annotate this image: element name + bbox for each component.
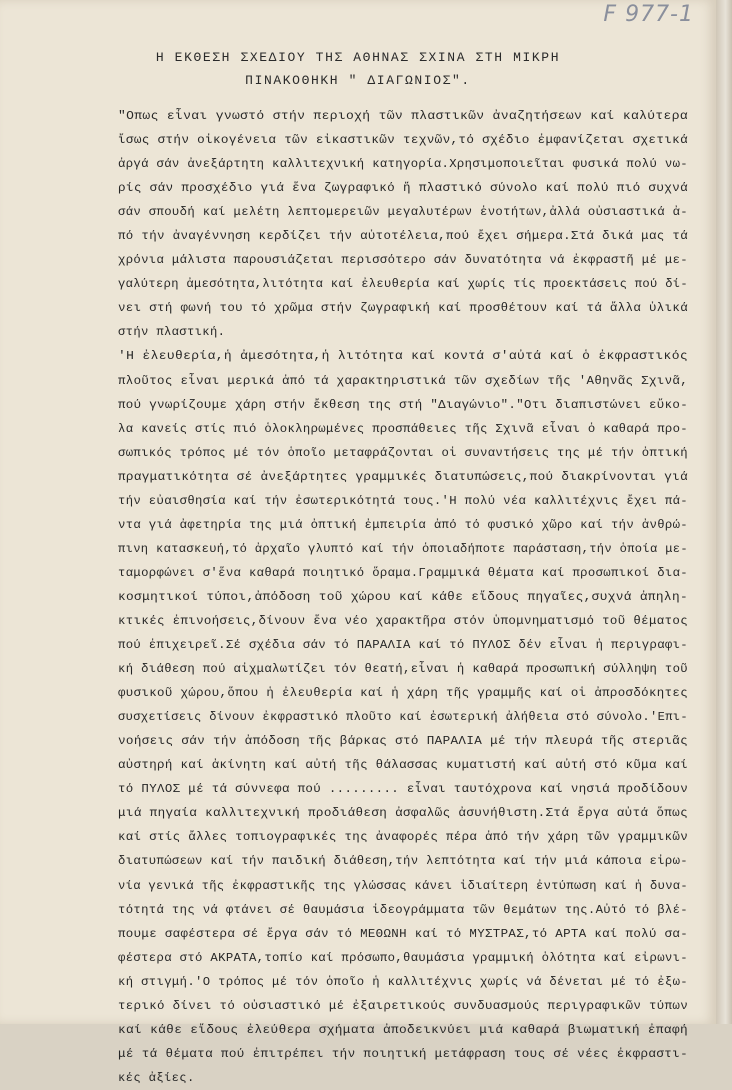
body-line (118, 777, 688, 801)
body-line-text: πινη κατασκευή,τό ἀρχαῖο γλυπτό καί τήν ὁποιαδήποτε παράσταση,τήν ὁποία με- (118, 541, 689, 556)
body-line (118, 609, 688, 633)
body-line (118, 417, 688, 441)
body-line (118, 561, 688, 585)
body-line-text: κή διάθεση πού αἰχμαλωτίζει τόν θεατή,εἶναι ἡ καθαρά προσωπική σύλληψη τοῦ (118, 662, 689, 677)
body-line (118, 825, 688, 849)
body-line (118, 970, 688, 994)
body-line-text: χρόνια μάλιστα παρουσιάζεται περισσότερο σάν δυνατότητα νά ἐκφραστῆ μέ με- (118, 253, 689, 268)
body-line-text: καί κάθε εἴδους ἐλεύθερα σχήματα ἀποδεικνύει μιά καθαρά βιωματική ἐπαφή (118, 1022, 689, 1037)
body-line (118, 922, 688, 946)
body-line-text: τερικό δίνει τό οὐσιαστικό μέ ἐξαιρετικούς συνδυασμούς περιγραφικῶν τύπων (118, 998, 689, 1013)
body-line-text: κτικές ἐπινοήσεις,δίνουν ἕνα νέο χαρακτῆρα στόν ὑπομνηματισμό τοῦ θέματος (118, 613, 689, 628)
body-line-text: φέστερα στό ΑΚΡΑΤΑ,τοπίο καί πρόσωπο,θαυμάσια γραμμική ὁλότητα καί εἰρωνι- (118, 950, 689, 965)
body-line (118, 441, 688, 465)
body-line (118, 657, 688, 681)
archive-mark: F 977-1 (603, 2, 694, 27)
body-line-text: κοσμητικοί τύποι,ἀπόδοση τοῦ χώρου καί κάθε εἴδους πηγαῖες,συχνά ἀπηλη- (118, 589, 689, 604)
body-line (118, 344, 688, 368)
body-line-text: στήν πλαστική. (118, 325, 226, 340)
body-line-text: σάν σπουδή καί μελέτη λεπτομερειῶν μεγαλυτέρων ἑνοτήτων,ἀλλά οὐσιαστικά ἀ- (118, 205, 689, 220)
body-line (118, 176, 688, 200)
body-line (118, 320, 688, 344)
body-line (118, 393, 688, 417)
body-text (118, 104, 688, 1090)
body-line (118, 296, 688, 320)
body-line-text: πουμε σαφέστερα σέ ἔργα σάν τό ΜΕΘΩΝΗ καί τό ΜΥΣΤΡΑΣ,τό ΑΡΤΑ καί πολύ σα- (118, 926, 689, 941)
title-line-1: Η ΕΚΘΕΣΗ ΣΧΕΔΙΟΥ ΤΗΣ ΑΘΗΝΑΣ ΣΧΙΝΑ ΣΤΗ ΜΙΚΡΗ (155, 50, 561, 65)
body-line (118, 994, 688, 1018)
body-line (118, 681, 688, 705)
body-line (118, 272, 688, 296)
page-edge (716, 0, 732, 1024)
title-line-2: ΠΙΝΑΚΟΘΗΚΗ " ΔΙΑΓΩΝΙΟΣ". (245, 73, 471, 88)
body-line-text: 'Η ἐλευθερία,ἡ ἀμεσότητα,ἡ λιτότητα καί κοντά σ'αὐτά καί ὁ ἐκφραστικός (118, 349, 688, 364)
body-line (118, 128, 688, 152)
body-line (118, 633, 688, 657)
body-line-text: κές ἀξίες. (118, 1070, 195, 1085)
body-line-text: πού γνωρίζουμε χάρη στήν ἔκθεση της στή "Διαγώνιο"."Οτι διαπιστώνει εὔκο- (118, 397, 689, 412)
body-line (118, 801, 688, 825)
body-line-text: γαλύτερη ἀμεσότητα,λιτότητα καί ἐλευθερία καί χωρίς τίς προεκτάσεις πού δί- (118, 277, 689, 292)
body-line-text: τότητά της νά φτάνει σέ θαυμάσια ἰδεογράμματα τῶν θεμάτων της.Αὐτό τό βλέ- (118, 902, 689, 917)
body-line-text: νία γενικά τῆς ἐκφραστικῆς της γλώσσας κάνει ἰδιαίτερη ἐντύπωση καί ἡ δυνα- (118, 878, 689, 893)
body-line (118, 874, 688, 898)
body-line (118, 200, 688, 224)
body-line (118, 1042, 688, 1066)
body-line-text: τήν εὐαισθησία καί τήν ἐσωτερικότητά τους.'Η πολύ νέα καλλιτέχνις ἔχει πά- (118, 493, 689, 508)
body-line-text: σωπικός τρόπος μέ τόν ὁποῖο μεταφράζονται οἱ συναντήσεις της μέ τήν ὀπτική (118, 445, 689, 460)
body-line (118, 1018, 688, 1042)
body-line-text: μέ τά θέματα πού ἐπιτρέπει τήν ποιητική μετάφραση τους σέ νέες ἐκφραστι- (118, 1046, 689, 1061)
body-line-text: μιά πηγαία καλλιτεχνική προδιάθεση ἀσφαλῶς ἀσυνήθιστη.Στά ἔργα αὐτά ὅπως (118, 806, 689, 821)
body-line-text: αὐστηρή καί ἀκίνητη καί αὐτή τῆς θάλασσας κυματιστή καί αὐτή στό κῦμα καί (118, 758, 689, 773)
body-line (118, 898, 688, 922)
body-line-text: "Οπως εἶναι γνωστό στήν περιοχή τῶν πλαστικῶν ἀναζητήσεων καί καλύτερα (118, 109, 688, 123)
body-line-text: πλοῦτος εἶναι μερικά ἀπό τά χαρακτηριστικά τῶν σχεδίων τῆς 'Αθηνᾶς Σχινᾶ, (118, 373, 689, 388)
body-line-text: ἴσως στήν οἰκογένεια τῶν εἰκαστικῶν τεχνῶν,τό σχέδιο ἐμφανίζεται σχετικά (118, 133, 689, 148)
body-line (118, 513, 688, 537)
body-line-text: ρίς σάν προσχέδιο γιά ἕνα ζωγραφικό ἤ πλαστικό σύνολο καί πολύ πιό συχνά (118, 181, 689, 196)
body-line (118, 248, 688, 272)
body-line (118, 585, 688, 609)
body-line-text: τό ΠΥΛΟΣ μέ τά σύννεφα πού ......... εἶναι ταυτόχρονα καί νησιά προδίδουν (118, 782, 689, 797)
body-line-text: συσχετίσεις δίνουν ἐκφραστικό πλοῦτο καί ἐσωτερική ἀλήθεια στό σύνολο.'Επι- (118, 710, 689, 725)
body-line-text: ἀργά σάν ἀνεξάρτητη καλλιτεχνική κατηγορία.Χρησιμοποιεῖται φυσικά πολύ νω- (118, 157, 689, 172)
body-line-text: πού ἐπιχειρεῖ.Σέ σχέδια σάν τό ΠΑΡΑΛΙΑ καί τό ΠΥΛΟΣ δέν εἶναι ἡ περιγραφι- (118, 638, 689, 653)
body-line-text: νοήσεις σάν τήν ἀπόδοση τῆς βάρκας στό ΠΑΡΑΛΙΑ μέ τήν πλευρά τῆς στεριᾶς (118, 734, 689, 749)
body-line (118, 152, 688, 176)
body-line-text: φυσικοῦ χώρου,ὅπου ἡ ἐλευθερία καί ἡ χάρη τῆς γραμμῆς καί οἱ ἀπροσδόκητες (118, 686, 689, 701)
body-line (118, 224, 688, 248)
body-line-text: πραγματικότητα σέ ἀνεξάρτητες γραμμικές διατυπώσεις,πού διακρίνονται γιά (118, 469, 689, 484)
body-line-text: ταμορφώνει σ'ἕνα καθαρά ποιητικό ὅραμα.Γραμμικά θέματα καί προσωπικοί δια- (118, 565, 689, 580)
body-line-text: ντα γιά ἀφετηρία της μιά ὀπτική ἐμπειρία ἀπό τό φυσικό χῶρο καί τήν ἀνθρώ- (118, 517, 689, 532)
body-line (118, 729, 688, 753)
body-line-text: λα κανείς στίς πιό ὁλοκληρωμένες προσπάθειες τῆς Σχινᾶ εἶναι ὁ καθαρά προ- (118, 421, 689, 436)
body-line (118, 705, 688, 729)
body-line (118, 753, 688, 777)
body-line (118, 537, 688, 561)
body-line-text: κή στιγμή.'Ο τρόπος μέ τόν ὁποῖο ἡ καλλιτέχνις χωρίς νά δένεται μέ τό ἐξω- (118, 974, 689, 989)
body-line (118, 465, 688, 489)
body-line-text: νει στή φωνή του τό χρῶμα στήν ζωγραφική καί προσθέτουν καί τά ἄλλα ὑλικά (118, 301, 689, 316)
body-line (118, 104, 688, 128)
body-line (118, 369, 688, 393)
body-line (118, 1066, 688, 1090)
body-line (118, 489, 688, 513)
body-line-text: πό τήν ἀναγέννηση κερδίζει τήν αὐτοτέλεια,πού ἔχει σήμερα.Στά δικά μας τά (118, 229, 689, 244)
body-line (118, 849, 688, 873)
body-line-text: διατυπώσεων καί τήν παιδική διάθεση,τήν λεπτότητα καί τήν μιά κάποια εἰρω- (118, 854, 689, 869)
body-line (118, 946, 688, 970)
body-line-text: καί στίς ἄλλες τοπιογραφικές της ἀναφορές πέρα ἀπό τήν χάρη τῶν γραμμικῶν (118, 830, 689, 845)
